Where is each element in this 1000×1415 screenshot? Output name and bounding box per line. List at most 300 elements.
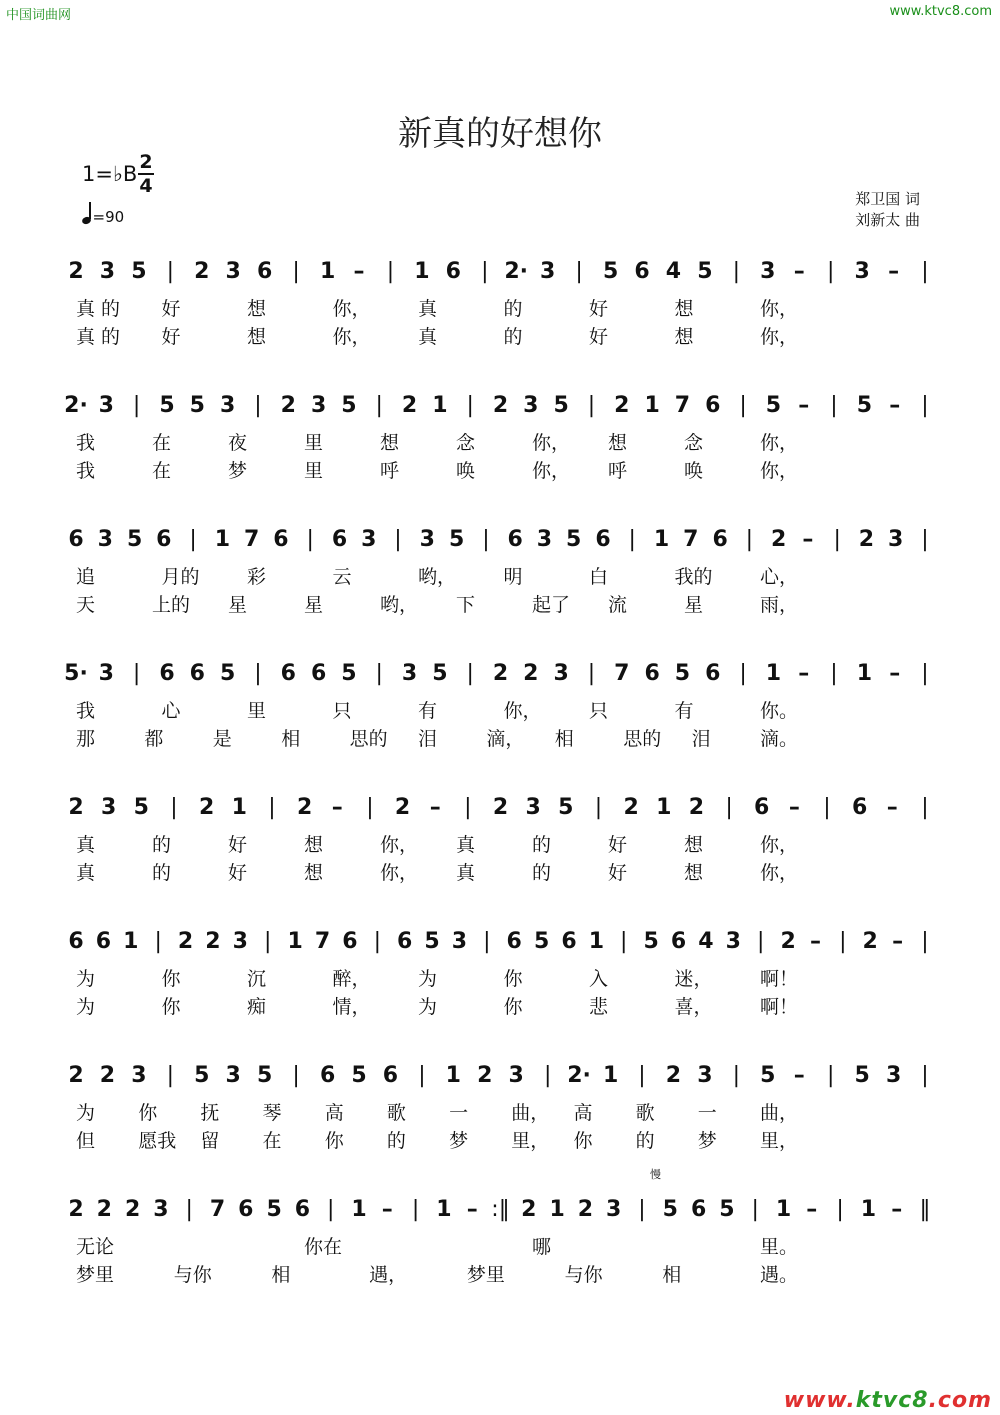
note: 1 (602, 1063, 619, 1088)
note: 2 (177, 929, 194, 954)
note: 6 (507, 527, 523, 552)
note: 5 (566, 527, 582, 552)
lyric-1-word: 好 (228, 834, 248, 856)
lyric-1-word: 念 (684, 432, 704, 454)
note: 2· (567, 1063, 591, 1088)
bar-line: :‖ (491, 1197, 510, 1222)
lyric-2-word: 你， (760, 326, 799, 348)
bar-line: | (628, 527, 636, 552)
lyric-2-word: 真 (76, 862, 96, 884)
note: 5 (351, 1063, 367, 1088)
bar-line: | (170, 795, 178, 820)
note: 5 (533, 929, 550, 954)
note: 1 (414, 259, 430, 284)
note: – (802, 527, 814, 552)
lyric-2-word: 好 (228, 862, 248, 884)
lyric-1-word: 你， (503, 700, 542, 722)
note: – (891, 1197, 903, 1222)
note: 6 (561, 929, 577, 954)
note: 7 (614, 661, 630, 686)
lyric-1-word: 的 (152, 834, 172, 856)
note: 3 (98, 393, 114, 418)
note: 7 (674, 393, 691, 418)
lyric-2-word: 的 (386, 1130, 406, 1152)
note: 5 (257, 1063, 273, 1088)
bar-line: | (756, 929, 765, 954)
lyric-2-word: 真 (456, 862, 476, 884)
lyric-2-word: 相 (281, 728, 301, 750)
note: 3 (97, 527, 113, 552)
bar-line: | (373, 929, 382, 954)
lyric-2-word: 的 (503, 326, 523, 348)
note: 2 (99, 1063, 116, 1088)
note: 7 (209, 1197, 226, 1222)
lyric-2-word: 你， (332, 326, 371, 348)
note: 3 (310, 393, 327, 418)
lyric-1-word: 的 (503, 298, 523, 320)
lyric-2-word: 情， (332, 996, 371, 1018)
note: 5 (189, 393, 205, 418)
note: – (810, 929, 821, 954)
note: 1 (436, 1197, 452, 1222)
note: 5 (674, 661, 691, 686)
lyric-1-word: 只 (332, 700, 352, 722)
note: 6 (670, 929, 687, 954)
lyric-2-word: 梦 (228, 460, 248, 482)
note: 1 (644, 393, 660, 418)
note: 5 (341, 661, 357, 686)
note: 5 (159, 393, 175, 418)
note: 6 (754, 795, 770, 820)
bar-line: | (166, 1063, 175, 1088)
note: 6 (690, 1197, 707, 1222)
note: – (793, 259, 805, 284)
bar-line: | (254, 661, 262, 686)
note: 6 (634, 259, 650, 284)
note: 1 (214, 527, 231, 552)
bar-line: | (921, 393, 929, 418)
bar-line: | (739, 661, 747, 686)
key-signature: 1=♭B (82, 162, 138, 186)
bar-line: | (826, 1063, 835, 1088)
bar-line: | (375, 393, 383, 418)
note: 3 (419, 527, 435, 552)
lyric-1-word: 曲， (511, 1102, 550, 1124)
notation-line (0, 918, 1000, 978)
time-signature (138, 152, 154, 196)
note: 1 (231, 795, 247, 820)
note: 3 (760, 259, 776, 284)
bar-line: | (292, 1063, 300, 1088)
lyric-1-word: 歌 (386, 1102, 406, 1124)
note: 2 (492, 795, 509, 820)
note: 3 (525, 795, 541, 820)
note: 6 (705, 393, 721, 418)
notation-line (0, 382, 1000, 442)
bar-line: | (268, 795, 276, 820)
note: 1 (653, 527, 670, 552)
note: 6 (382, 1063, 399, 1088)
note: 2 (205, 929, 221, 954)
note: 6 (294, 1197, 311, 1222)
note: 2 (577, 1197, 594, 1222)
lyric-1-word: 为 (418, 968, 438, 990)
lyric-1-word: 醉， (332, 968, 371, 990)
note: 5 (719, 1197, 735, 1222)
lyric-1-word: 高 (324, 1102, 344, 1124)
bar-line: | (154, 929, 162, 954)
note: 1 (860, 1197, 877, 1222)
note: 6 (506, 929, 522, 954)
lyric-2-word: 滴。 (760, 728, 799, 750)
lyric-1-word: 你， (760, 298, 799, 320)
lyric-1-word: 啊！ (760, 968, 799, 990)
lyric-1-word: 里 (247, 700, 267, 722)
lyric-1-word: 里。 (760, 1236, 799, 1258)
lyric-2-word: 梦里 (466, 1264, 505, 1286)
bar-line: | (166, 259, 175, 284)
bar-line: | (839, 929, 847, 954)
bar-line: | (483, 929, 491, 954)
note: 1 (588, 929, 605, 954)
lyric-2-word: 梦 (449, 1130, 469, 1152)
lyricist-credit: 郑卫国 词 (855, 190, 920, 208)
note: 1 (319, 259, 336, 284)
bar-line: | (745, 527, 754, 552)
bar-line: | (921, 795, 929, 820)
notation-line (0, 650, 1000, 710)
lyric-2-word: 相 (662, 1264, 682, 1286)
watermark-tld: .com (928, 1388, 992, 1413)
note: 3 (606, 1197, 622, 1222)
note: 5 (662, 1197, 678, 1222)
lyric-2-word: 你 (503, 996, 523, 1018)
note: 2 (521, 1197, 537, 1222)
lyric-2-word: 流 (608, 594, 628, 616)
lyric-2-word: 遇。 (760, 1264, 799, 1286)
bar-line: | (292, 259, 300, 284)
bar-line: | (833, 527, 841, 552)
lyric-2-word: 星 (228, 594, 248, 616)
note: 2 (194, 259, 210, 284)
lyric-2-word: 与你 (173, 1264, 212, 1286)
bar-line: | (921, 661, 929, 686)
lyric-2-word: 泪 (691, 728, 711, 750)
lyric-2-word: 哟， (380, 594, 419, 616)
note: 5 (432, 661, 448, 686)
note: 5 (448, 527, 465, 552)
note: 6 (238, 1197, 254, 1222)
lyric-2-word: 梦里 (76, 1264, 115, 1286)
time-sig-bottom: 4 (139, 175, 153, 197)
note: 2 (394, 795, 411, 820)
bar-line: | (830, 661, 838, 686)
site-name-left[interactable]: 中国词曲网 (6, 8, 72, 23)
lyric-2-word: 都 (144, 728, 164, 750)
lyric-2-word: 思的 (349, 728, 388, 750)
note: 3 (536, 527, 553, 552)
bar-line: | (189, 527, 197, 552)
note: 6 (342, 929, 358, 954)
bar-line: | (732, 259, 741, 284)
lyric-2-word: 起了 (532, 594, 571, 616)
lyric-1-word: 有 (418, 700, 438, 722)
lyric-1-word: 想 (674, 298, 694, 320)
note: 1 (549, 1197, 565, 1222)
note: – (886, 795, 898, 820)
note: 1 (287, 929, 303, 954)
note: 5 (856, 393, 873, 418)
lyric-1-word: 你， (532, 432, 571, 454)
lyric-1-word: 白 (589, 566, 609, 588)
note: 6 (595, 527, 611, 552)
note: 3 (219, 393, 236, 418)
lyric-1-word: 你 (138, 1102, 158, 1124)
lyric-1-word: 为 (76, 968, 96, 990)
lyric-2-word: 你， (380, 862, 419, 884)
lyric-2-word: 你 (573, 1130, 593, 1152)
note: – (429, 795, 441, 820)
lyric-1-word: 你在 (304, 1236, 343, 1258)
note: 3 (854, 259, 870, 284)
lyric-2-word: 是 (212, 728, 232, 750)
watermark-www: www. (783, 1388, 856, 1413)
bar-line: | (482, 527, 490, 552)
lyric-2-word: 你 (161, 996, 181, 1018)
lyric-2-word: 好 (589, 326, 609, 348)
note: 2 (68, 1063, 84, 1088)
lyric-1-word: 琴 (262, 1102, 282, 1124)
note: 1 (765, 661, 782, 686)
bar-line: | (638, 1197, 646, 1222)
lyric-1-word: 真 (456, 834, 476, 856)
note: 3 (361, 527, 377, 552)
bar-line: | (306, 527, 314, 552)
lyric-2-word: 好 (608, 862, 628, 884)
note: 5 (760, 1063, 776, 1088)
note: – (353, 259, 365, 284)
slow-marking: 慢 (650, 1168, 661, 1181)
bar-line: | (830, 393, 838, 418)
note: 6 (396, 929, 413, 954)
note: 3 (553, 661, 569, 686)
note: 3 (225, 1063, 241, 1088)
note: 6 (68, 929, 84, 954)
note: 3 (540, 259, 556, 284)
lyric-1-word: 明 (503, 566, 523, 588)
bar-line: | (638, 1063, 646, 1088)
bar-line: | (411, 1197, 420, 1222)
note: 5 (602, 259, 619, 284)
lyric-1-word: 想 (608, 432, 628, 454)
lyric-1-word: 念 (456, 432, 476, 454)
bar-line: | (185, 1197, 193, 1222)
notation-line (0, 1186, 1000, 1246)
note: 2 (492, 393, 509, 418)
note: 7 (683, 527, 699, 552)
lyric-1-word: 哟， (418, 566, 457, 588)
note: 2 (523, 661, 539, 686)
lyric-2-word: 喜， (674, 996, 713, 1018)
note: – (888, 259, 900, 284)
note: 2 (665, 1063, 682, 1088)
note: 1 (351, 1197, 367, 1222)
site-url-right[interactable]: www.ktvc8.com (889, 4, 992, 19)
note: 5 (643, 929, 659, 954)
note: 3 (523, 393, 539, 418)
note: 2 (477, 1063, 493, 1088)
lyric-2-word: 为 (418, 996, 438, 1018)
note: 2 (280, 393, 296, 418)
note: 6 (257, 259, 273, 284)
note: 1 (775, 1197, 792, 1222)
bar-line: | (466, 393, 474, 418)
lyric-1-word: 你 (503, 968, 523, 990)
lyric-2-word: 里， (760, 1130, 799, 1152)
lyric-1-word: 我的 (674, 566, 713, 588)
note: 2 (401, 393, 418, 418)
note: 1 (856, 661, 873, 686)
note: 5 (765, 393, 782, 418)
lyric-1-word: 抚 (200, 1102, 220, 1124)
lyric-1-word: 只 (589, 700, 609, 722)
note: 7 (244, 527, 260, 552)
note: 3 (885, 1063, 902, 1088)
lyric-2-word: 与你 (564, 1264, 603, 1286)
lyric-1-word: 有 (674, 700, 694, 722)
bar-line: | (481, 259, 489, 284)
note: 1 (432, 393, 448, 418)
note: 2 (862, 929, 878, 954)
note: 2 (198, 795, 215, 820)
lyric-2-word: 唤 (684, 460, 704, 482)
lyric-2-word: 在 (262, 1130, 282, 1152)
lyric-1-word: 你。 (760, 700, 799, 722)
bar-line: | (921, 527, 929, 552)
note-stem (89, 202, 91, 219)
note: 6 (95, 929, 112, 954)
lyric-1-word: 你， (332, 298, 371, 320)
bar-line: | (823, 795, 831, 820)
note: 2 (68, 1197, 84, 1222)
note: 6 (852, 795, 868, 820)
lyric-2-word: 你 (324, 1130, 344, 1152)
bar-line: | (543, 1063, 552, 1088)
lyric-2-word: 想 (674, 326, 694, 348)
note: 3 (153, 1197, 169, 1222)
note: 6 (68, 527, 84, 552)
lyric-1-word: 哪 (532, 1236, 552, 1258)
lyric-1-word: 歌 (635, 1102, 655, 1124)
lyric-2-word: 梦 (697, 1130, 717, 1152)
lyric-2-word: 呼 (608, 460, 628, 482)
bar-line: | (725, 795, 733, 820)
bar-line: | (587, 661, 596, 686)
lyric-2-word: 唤 (456, 460, 476, 482)
lyric-1-word: 为 (76, 1102, 96, 1124)
note: 5 (131, 259, 147, 284)
bar-line: | (464, 795, 472, 820)
bar-line: | (751, 1197, 759, 1222)
lyric-2-word: 痴 (247, 996, 267, 1018)
lyric-1-word: 好 (589, 298, 609, 320)
bar-line: | (466, 661, 474, 686)
lyric-2-word: 的 (152, 862, 172, 884)
note: 2 (68, 259, 84, 284)
composer-credit: 刘新太 曲 (855, 211, 920, 229)
tempo-mark (82, 205, 124, 226)
lyric-1-word: 真 的 (76, 298, 121, 320)
bar-line: | (326, 1197, 335, 1222)
note: 6 (319, 1063, 336, 1088)
bar-line: | (619, 929, 628, 954)
lyric-2-word: 思的 (623, 728, 662, 750)
note: 3 (725, 929, 741, 954)
lyric-1-word: 一 (449, 1102, 469, 1124)
note: – (381, 1197, 393, 1222)
lyric-2-word: 上的 (152, 594, 191, 616)
bar-line: | (132, 661, 141, 686)
note: 6 (712, 527, 728, 552)
lyric-1-word: 好 (161, 298, 181, 320)
note: 5 (266, 1197, 282, 1222)
lyric-2-word: 那 (76, 728, 96, 750)
bar-line: | (836, 1197, 844, 1222)
note: 3 (451, 929, 468, 954)
lyric-1-word: 彩 (247, 566, 267, 588)
lyric-2-word: 里， (511, 1130, 550, 1152)
note: – (889, 661, 901, 686)
lyric-2-word: 真 (418, 326, 438, 348)
lyric-2-word: 遇， (369, 1264, 408, 1286)
lyric-1-word: 你， (760, 432, 799, 454)
note: 2· (504, 259, 529, 284)
bar-line: | (921, 1063, 929, 1088)
lyric-1-word: 迷， (674, 968, 713, 990)
notation-line (0, 248, 1000, 308)
lyric-2-word: 呼 (380, 460, 400, 482)
lyric-1-word: 我 (76, 700, 96, 722)
lyric-1-word: 你， (380, 834, 419, 856)
lyric-2-word: 想 (304, 862, 324, 884)
note: 6 (189, 661, 205, 686)
note: 3 (101, 795, 117, 820)
lyric-1-word: 的 (532, 834, 552, 856)
note: 3 (232, 929, 248, 954)
note: 2 (296, 795, 313, 820)
lyric-1-word: 你， (760, 834, 799, 856)
bar-line: | (921, 929, 929, 954)
lyric-1-word: 一 (697, 1102, 717, 1124)
bar-line: | (732, 1063, 741, 1088)
note: 2 (68, 795, 84, 820)
bar-line: | (263, 929, 272, 954)
lyric-2-word: 为 (76, 996, 96, 1018)
note: 5 (133, 795, 149, 820)
note: 3 (99, 259, 116, 284)
lyric-2-word: 我 (76, 460, 96, 482)
lyric-2-word: 相 (554, 728, 574, 750)
bar-line: | (375, 661, 383, 686)
lyric-2-word: 愿我 (138, 1130, 177, 1152)
note: 5 (558, 795, 574, 820)
note: 4 (665, 259, 682, 284)
lyric-1-word: 高 (573, 1102, 593, 1124)
lyric-2-word: 留 (200, 1130, 220, 1152)
note: 6 (156, 527, 172, 552)
note: 5 (219, 661, 236, 686)
lyric-2-word: 天 (76, 594, 96, 616)
